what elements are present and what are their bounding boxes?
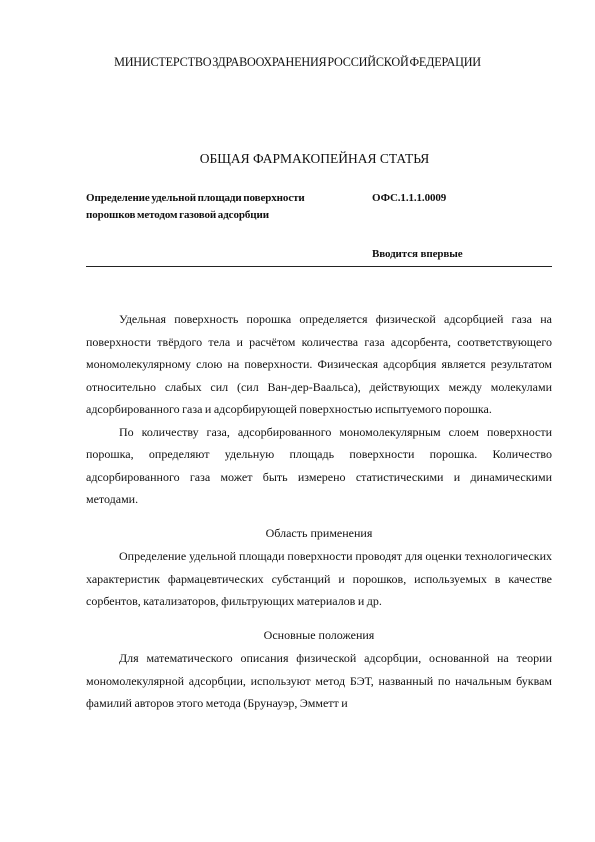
article-type-title: ОБЩАЯ ФАРМАКОПЕЙНАЯ СТАТЬЯ — [199, 151, 430, 166]
header-divider — [86, 266, 552, 267]
document-header — [86, 190, 552, 270]
scope-paragraph-1: Определение удельной площади поверхности проводят для оценки технологических характеристик фармацевтических субстанций и порошков, используемых в качестве сорбентов, катализаторов, фильтрующих материалов и др. — [86, 549, 552, 608]
document-body — [86, 308, 552, 715]
document-code: ОФС.1.1.1.0009 — [372, 192, 447, 204]
ministry-heading: МИНИСТЕРСТВО ЗДРАВООХРАНЕНИЯ РОССИЙСКОЙ ФЕДЕРАЦИИ — [114, 55, 481, 69]
section-heading-scope: Область применения — [265, 525, 373, 540]
document-status: Вводится впервые — [372, 248, 463, 260]
principles-paragraph-1: Для математического описания физической адсорбции, основанной на теории мономолекулярной адсорбции, используют метод БЭТ, названный по начальным буквам фамилий авторов этого метода (Брунауэр, Эмметт и — [86, 651, 552, 710]
document-name: Определение удельной площади поверхности порошков методом газовой адсорбции — [86, 192, 305, 221]
section-heading-principles: Основные положения — [263, 627, 375, 642]
intro-paragraph-1: Удельная поверхность порошка определяется физической адсорбцией газа на поверхности твёрдого тела и расчётом количества газа адсорбента, соответствующего мономолекулярному слою на поверхности. Физическая адсорбция является результатом относительно слабых сил (сил Ван-дер-Ваальса), действующих между молекулами адсорбированного газа и адсорбирующей поверхностью испытуемого порошка. — [86, 312, 552, 416]
intro-paragraph-2: По количеству газа, адсорбированного мономолекулярным слоем поверхности порошка, определяют удельную площадь поверхности порошка. Количество адсорбированного газа может быть измерено статистическими и динамическими методами. — [86, 424, 552, 506]
